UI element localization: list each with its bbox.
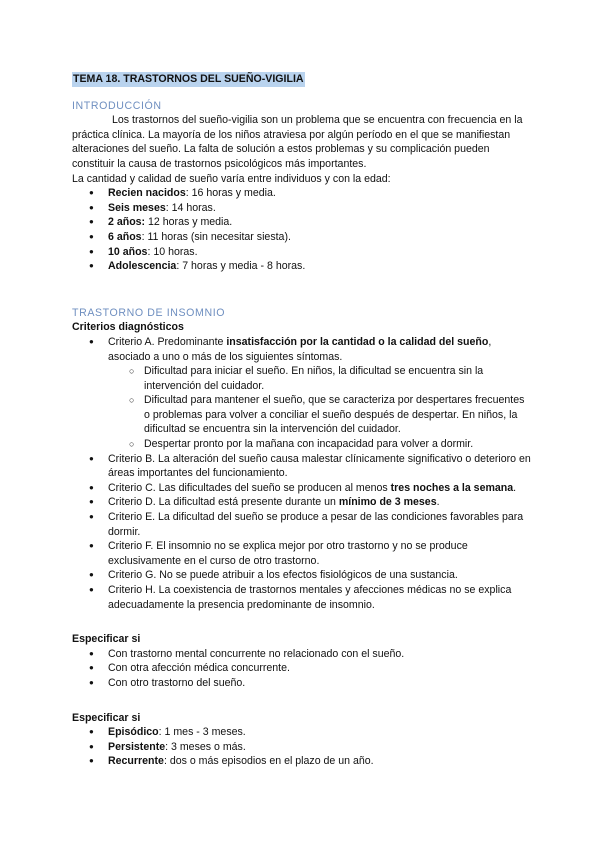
age-text: : 11 horas (sin necesitar siesta). (141, 230, 291, 243)
criterio-a-post: , asociado a uno o más de los siguientes síntomas. (108, 335, 492, 363)
course-text: : 1 mes - 3 meses. (158, 726, 246, 739)
age-label: 10 años (108, 245, 148, 258)
criterio-c (72, 481, 532, 496)
intro-line-cantidad: La cantidad y calidad de sueño varía entre individuos y con la edad: (72, 172, 391, 185)
list-item: ● Con trastorno mental concurrente no relacionado con el sueño. (72, 647, 532, 662)
criterio-h: ● Criterio H. La coexistencia de trastornos mentales y afecciones médicas no se explica adecuadamente la presencia predominante de insomnio. (72, 583, 532, 612)
especificar-heading-2: Especificar si (72, 711, 141, 724)
intro-paragraph: Los trastornos del sueño-vigilia son un problema que se encuentra con frecuencia en la práctica clínica. La mayoría de los niños atraviesa por algún período en el que se manifiestan alteraciones del sueño. La falta de solución a estos problemas y su complicación pueden constituir la causa de trastornos psicológicos más importantes. (72, 114, 523, 170)
document-title: TEMA 18. TRASTORNOS DEL SUEÑO-VIGILIA (73, 73, 304, 85)
criterio-a (72, 335, 532, 452)
criteria-list (72, 335, 532, 612)
list-item (72, 201, 532, 216)
symptom-item: ○ Dificultad para mantener el sueño, que se caracteriza por despertares frecuentes o problemas para volver a conciliar el sueño después de despertar. En niños, la dificultad se encuentra sin la intervención del cuidador. (72, 393, 532, 437)
criterio-f: ● Criterio F. El insomnio no se explica mejor por otro trastorno y no se produce exclusivamente en el curso de otro trastorno. (72, 539, 532, 568)
especificar-list-2 (72, 725, 532, 769)
document-content (72, 72, 532, 769)
criterio-c-post: . (513, 481, 517, 494)
criterio-a-pre: Criterio A. Predominante (108, 335, 227, 348)
symptom-item: ○ Despertar pronto por la mañana con incapacidad para volver a dormir. (72, 437, 532, 452)
list-item (72, 754, 532, 769)
criterio-c-bold: tres noches a la semana (390, 481, 514, 494)
list-item (72, 230, 532, 245)
criterio-d-bold: mínimo de 3 meses (338, 496, 437, 509)
course-text: : 3 meses o más. (165, 740, 246, 753)
list-item (72, 186, 532, 201)
age-text: : 14 horas. (165, 201, 216, 214)
age-text: : 10 horas. (147, 245, 198, 258)
criterio-c-pre: Criterio C. Las dificultades del sueño se producen al menos (108, 481, 391, 494)
age-label: 6 años (108, 230, 142, 243)
section-heading-introduccion: INTRODUCCIÓN (72, 99, 162, 112)
age-label: Recien nacidos (108, 187, 186, 200)
course-label: Persistente (108, 740, 166, 753)
especificar-list-1 (72, 647, 532, 691)
especificar-heading-1: Especificar si (72, 633, 141, 646)
age-text: : 7 horas y media - 8 horas. (176, 260, 306, 273)
symptom-item: ○ Dificultad para iniciar el sueño. En niños, la dificultad se encuentra sin la intervención del cuidador. (72, 364, 532, 393)
age-text: : 16 horas y media. (185, 187, 276, 200)
list-item: ● Con otra afección médica concurrente. (72, 661, 532, 676)
course-label: Recurrente (108, 755, 164, 768)
criterio-g: ● Criterio G. No se puede atribuir a los efectos fisiológicos de una sustancia. (72, 568, 532, 583)
criteria-heading: Criterios diagnósticos (72, 321, 184, 334)
criterio-e: ● Criterio E. La dificultad del sueño se produce a pesar de las condiciones favorables para dormir. (72, 510, 532, 539)
course-text: : dos o más episodios en el plazo de un año. (163, 755, 374, 768)
list-item: ● Con otro trastorno del sueño. (72, 676, 532, 691)
age-text: 12 horas y media. (145, 216, 233, 229)
criterio-d (72, 495, 532, 510)
list-item (72, 215, 532, 230)
list-item (72, 259, 532, 274)
age-label: Adolescencia (108, 260, 177, 273)
list-item (72, 740, 532, 755)
age-label: 2 años: (108, 216, 146, 229)
course-label: Episódico (108, 726, 159, 739)
age-list (72, 186, 532, 274)
section-heading-insomnio: TRASTORNO DE INSOMNIO (72, 306, 226, 319)
list-item (72, 725, 532, 740)
symptom-list (72, 364, 532, 452)
criterio-b: ● Criterio B. La alteración del sueño causa malestar clínicamente significativo o deterioro en áreas importantes del funcionamiento. (72, 452, 532, 481)
criterio-d-post: . (436, 496, 440, 509)
list-item (72, 245, 532, 260)
criterio-a-bold: insatisfacción por la cantidad o la calidad del sueño (226, 335, 489, 348)
age-label: Seis meses (108, 201, 166, 214)
criterio-d-pre: Criterio D. La dificultad está presente durante un (108, 496, 339, 509)
